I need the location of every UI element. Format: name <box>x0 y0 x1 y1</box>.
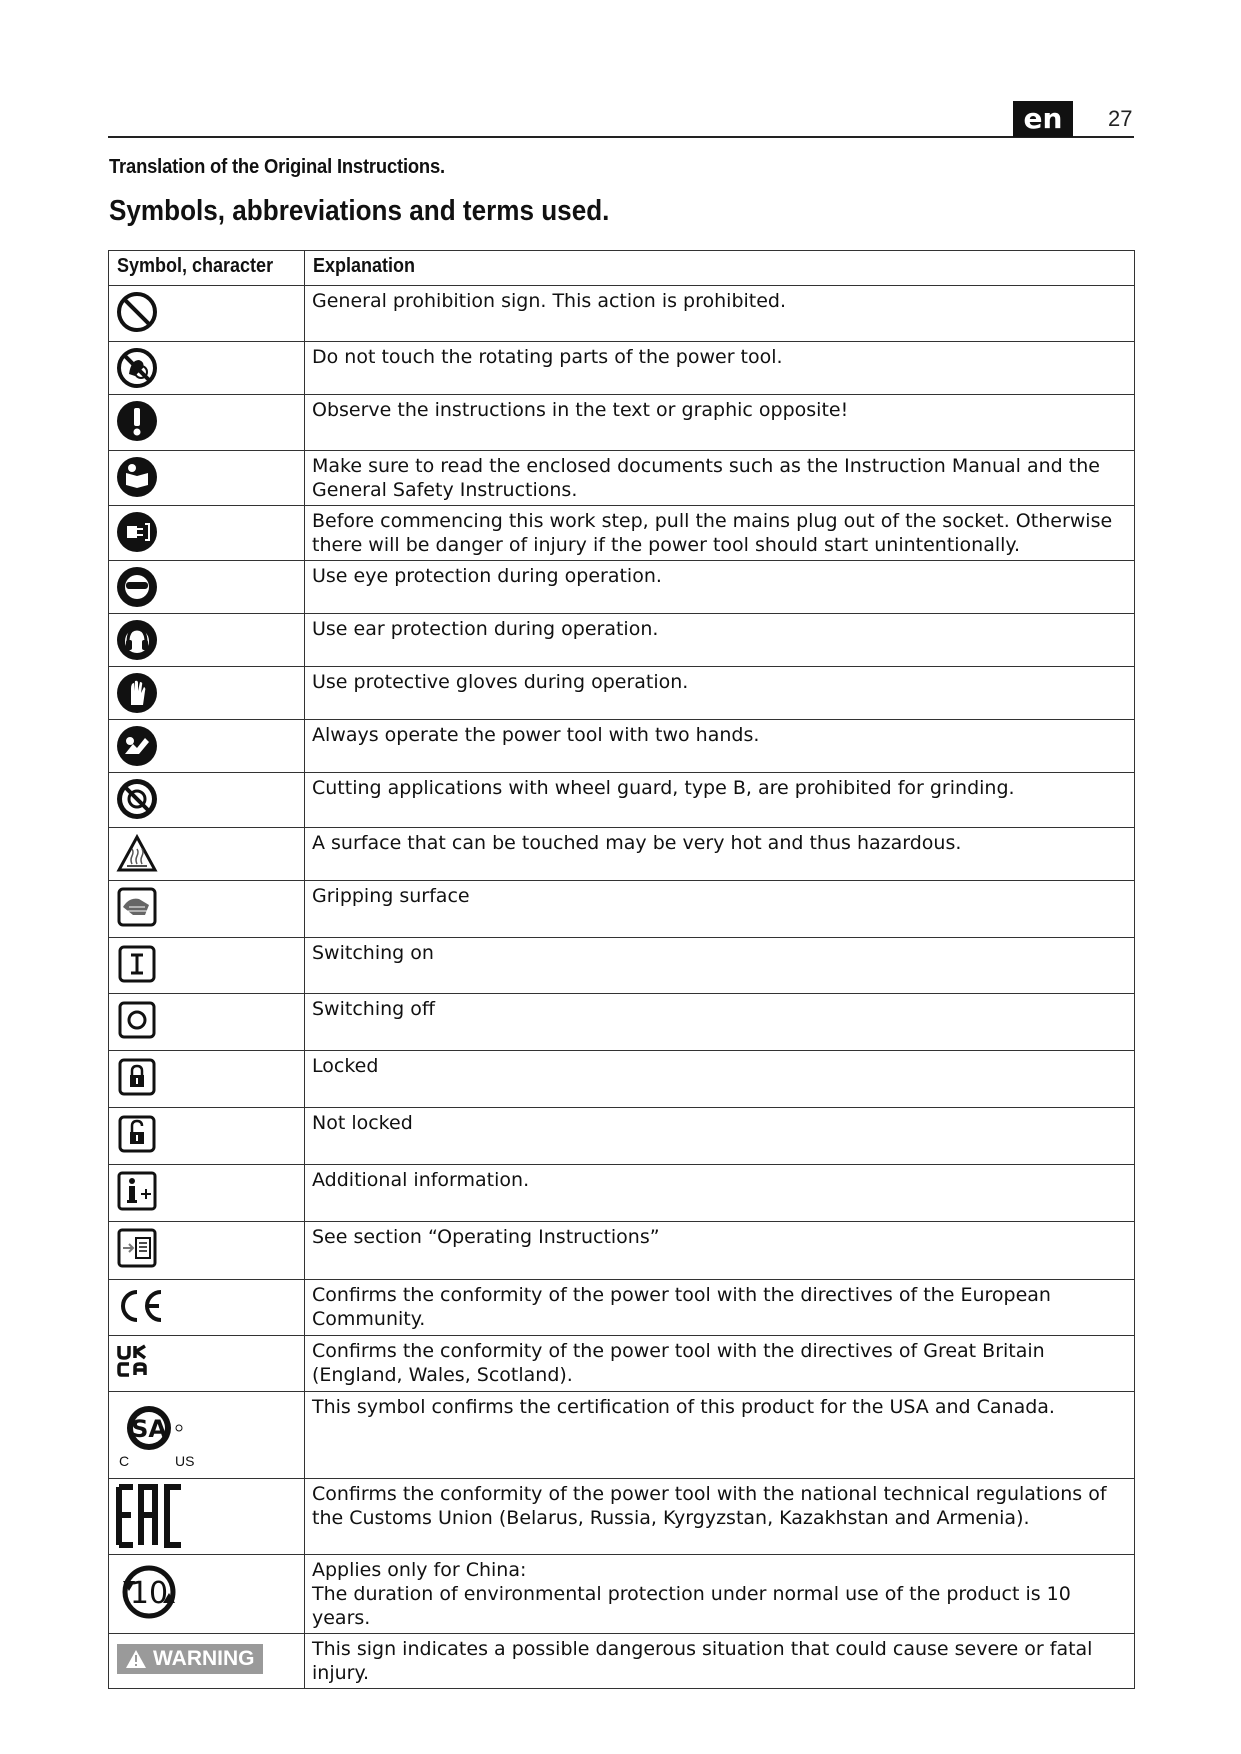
two-hands-icon <box>115 724 159 768</box>
years-number: 10 <box>129 1576 169 1611</box>
no-grinding-guard-b-icon <box>115 777 159 821</box>
gloves-icon <box>115 671 159 715</box>
table-row <box>109 342 1135 395</box>
explanation-text: Use ear protection during operation. <box>305 614 1135 667</box>
table-row <box>109 1336 1135 1392</box>
table-row <box>109 938 1135 994</box>
table-row <box>109 1634 1135 1689</box>
explanation-text: This sign indicates a possible dangerous situation that could cause severe or fatal injury. <box>305 1634 1135 1689</box>
table-row <box>109 1165 1135 1222</box>
column-header-explanation: Explanation <box>305 251 1135 286</box>
table-row <box>109 1392 1135 1479</box>
csa-c-label: C <box>119 1453 130 1469</box>
explanation-text: A surface that can be touched may be very hot and thus hazardous. <box>305 828 1135 881</box>
prohibition-icon <box>115 290 159 334</box>
eac-mark-icon <box>115 1483 189 1549</box>
ukca-mark-icon <box>115 1340 159 1384</box>
table-row <box>109 506 1135 561</box>
table-row <box>109 1555 1135 1634</box>
symbols-table <box>108 250 1135 1689</box>
explanation-text: Gripping surface <box>305 881 1135 938</box>
csa-mark-icon <box>115 1396 205 1474</box>
explanation-text: Switching off <box>305 994 1135 1051</box>
explanation-text: Do not touch the rotating parts of the power tool. <box>305 342 1135 395</box>
language-badge: en <box>1013 101 1073 137</box>
explanation-text: Make sure to read the enclosed documents such as the Instruction Manual and the General Safety Instructions. <box>305 451 1135 506</box>
header-rule <box>108 136 1134 138</box>
explanation-text: This symbol confirms the certification of this product for the USA and Canada. <box>305 1392 1135 1479</box>
warning-label-text: WARNING <box>153 1647 255 1670</box>
table-row <box>109 667 1135 720</box>
explanation-text: Locked <box>305 1051 1135 1108</box>
switch-off-icon <box>115 998 159 1042</box>
unplug-icon <box>115 510 159 554</box>
gripping-surface-icon <box>115 885 159 929</box>
china-10-years-icon <box>115 1559 187 1623</box>
table-row <box>109 614 1135 667</box>
explanation-text: Confirms the conformity of the power tool with the national technical regulations of the Customs Union (Belarus, Russia, Kyrgyzstan, Kazakhstan and Armenia). <box>305 1479 1135 1555</box>
table-row <box>109 395 1135 451</box>
document-subtitle: Translation of the Original Instructions. <box>109 156 445 178</box>
table-row <box>109 1479 1135 1555</box>
table-header-row <box>109 251 1135 286</box>
warning-triangle-icon <box>125 1649 147 1669</box>
read-manual-icon <box>115 455 159 499</box>
page-number: 27 <box>1108 106 1133 131</box>
explanation-text: Cutting applications with wheel guard, type B, are prohibited for grinding. <box>305 773 1135 828</box>
eye-protection-icon <box>115 565 159 609</box>
explanation-text: Use eye protection during operation. <box>305 561 1135 614</box>
table-row <box>109 1108 1135 1165</box>
explanation-text: Additional information. <box>305 1165 1135 1222</box>
explanation-text: Switching on <box>305 938 1135 994</box>
table-row <box>109 994 1135 1051</box>
explanation-text: Not locked <box>305 1108 1135 1165</box>
explanation-text: Observe the instructions in the text or graphic opposite! <box>305 395 1135 451</box>
csa-us-label: US <box>175 1453 195 1469</box>
table-row <box>109 561 1135 614</box>
explanation-text: General prohibition sign. This action is prohibited. <box>305 286 1135 342</box>
explanation-text: See section “Operating Instructions” <box>305 1222 1135 1280</box>
table-row <box>109 828 1135 881</box>
section-title: Symbols, abbreviations and terms used. <box>109 195 610 227</box>
table-row <box>109 451 1135 506</box>
explanation-text: Use protective gloves during operation. <box>305 667 1135 720</box>
svg-text:SA: SA <box>131 1415 167 1443</box>
info-icon <box>115 1169 159 1213</box>
locked-icon <box>115 1055 159 1099</box>
no-touch-rotating-parts-icon <box>115 346 159 390</box>
table-row <box>109 881 1135 938</box>
explanation-text: Always operate the power tool with two hands. <box>305 720 1135 773</box>
explanation-text: Before commencing this work step, pull the mains plug out of the socket. Otherwise there will be danger of injury if the power tool should start unintentionally. <box>305 506 1135 561</box>
explanation-text: Confirms the conformity of the power tool with the directives of Great Britain (England, Wales, Scotland). <box>305 1336 1135 1392</box>
table-row <box>109 720 1135 773</box>
column-header-symbol: Symbol, character <box>109 251 305 286</box>
explanation-line-2: The duration of environmental protection under normal use of the product is 10 years. <box>312 1583 1071 1629</box>
see-section-icon <box>115 1226 159 1270</box>
table-row <box>109 1051 1135 1108</box>
table-row <box>109 286 1135 342</box>
warning-label-icon <box>117 1644 263 1674</box>
ce-mark-icon <box>115 1284 171 1328</box>
table-row <box>109 773 1135 828</box>
explanation-text: Confirms the conformity of the power tool with the directives of the European Community. <box>305 1280 1135 1336</box>
ear-protection-icon <box>115 618 159 662</box>
hot-surface-icon <box>115 832 159 876</box>
table-row <box>109 1222 1135 1280</box>
explanation-line-1: Applies only for China: <box>312 1559 527 1581</box>
explanation-text <box>305 1555 1135 1634</box>
unlocked-icon <box>115 1112 159 1156</box>
switch-on-icon <box>115 942 159 986</box>
table-row <box>109 1280 1135 1336</box>
exclamation-icon <box>115 399 159 443</box>
